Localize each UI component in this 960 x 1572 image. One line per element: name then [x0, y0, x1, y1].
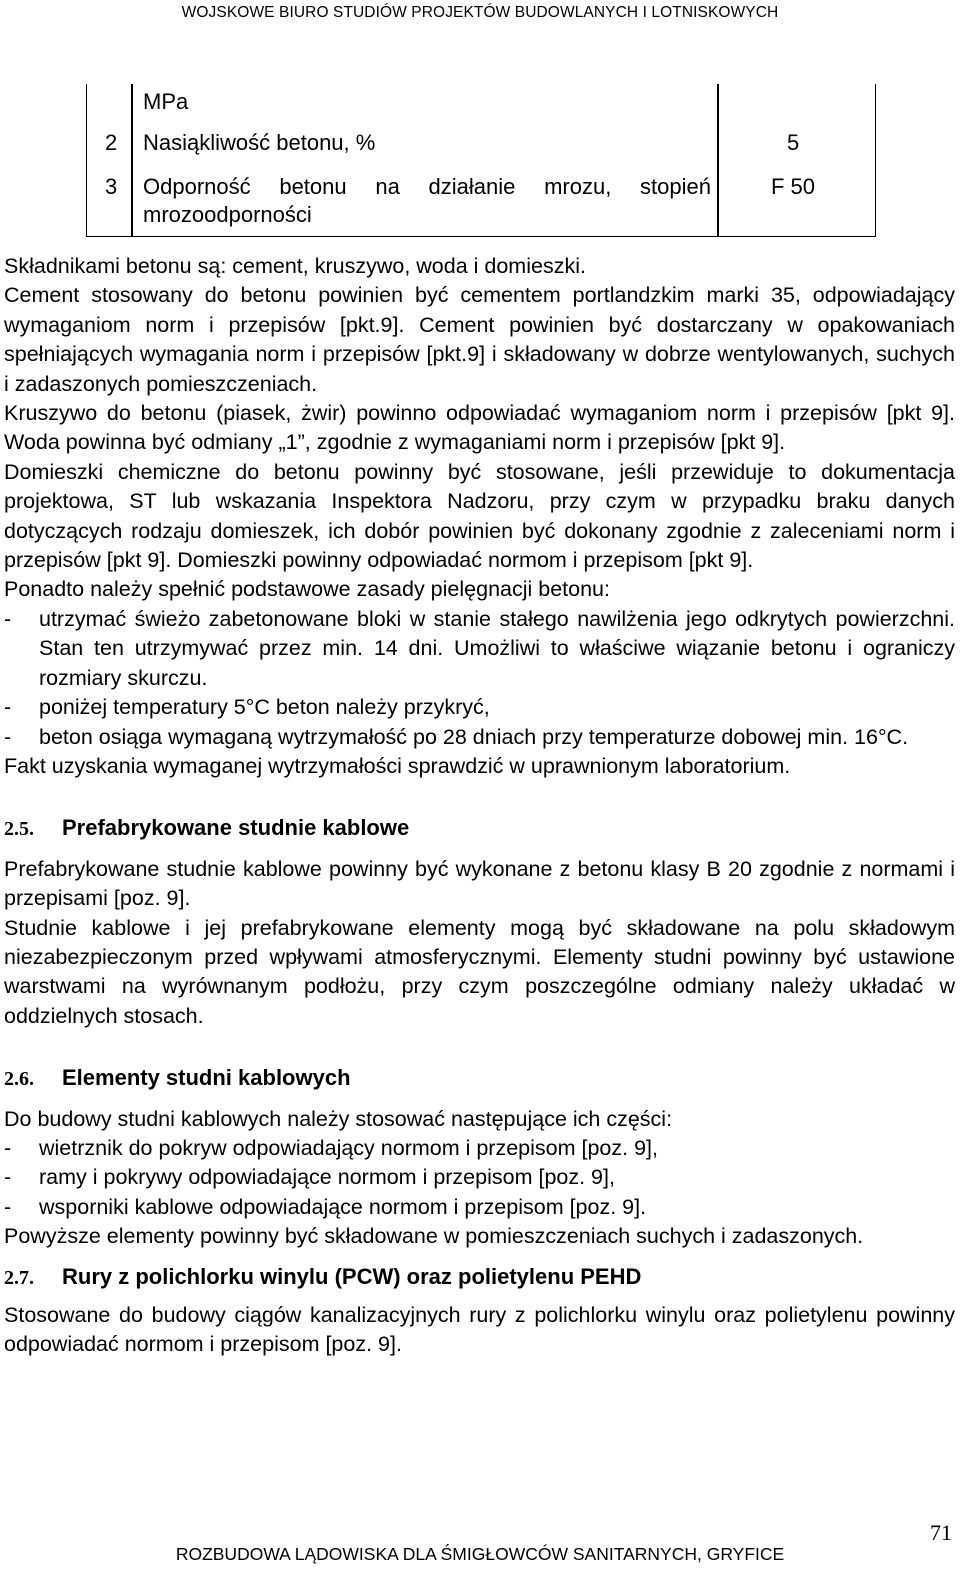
table-cell-property-cont: mrozoodporności — [143, 202, 312, 227]
section-heading: 2.7. Rury z polichlorku winylu (PCW) oraz polietylenu PEHD — [4, 1263, 642, 1289]
table-cell-number: 2 — [105, 130, 118, 155]
list-item: - wsporniki kablowe odpowiadające normom i przepisom [poz. 9]. — [4, 1194, 647, 1219]
list-item: - poniżej temperatury 5°C beton należy przykryć, — [4, 695, 490, 720]
page-header: WOJSKOWE BIURO STUDIÓW PROJEKTÓW BUDOWLANYCH I LOTNISKOWYCH — [181, 4, 779, 21]
paragraph: Domieszki chemiczne do betonu powinny być stosowane, jeśli przewiduje to dokumentacja projektowa, ST lub wskazania Inspektora Nadzoru, przy czym w przypadku braku danych dotyczących rodzaju domieszek, ich dobór powinien być dokonany zgodnie z zaleceniami norm i przepisów [pkt 9]. Domieszki powinny odpowiadać normom i przepisom [pkt 9]. — [4, 459, 955, 573]
list-item: - ramy i pokrywy odpowiadające normom i przepisom [poz. 9], — [4, 1165, 615, 1190]
paragraph: Do budowy studni kablowych należy stosować następujące ich części: — [4, 1106, 673, 1131]
section-heading: 2.6. Elementy studni kablowych — [4, 1065, 351, 1091]
table-cell-property: Nasiąkliwość betonu, % — [143, 130, 376, 155]
page-number: 71 — [930, 1520, 952, 1545]
paragraph: Stosowane do budowy ciągów kanalizacyjnych rury z polichlorku winylu oraz polietylenu powinny odpowiadać normom i przepisom [poz. 9]. — [4, 1303, 955, 1357]
paragraph: Prefabrykowane studnie kablowe powinny być wykonane z betonu klasy B 20 zgodnie z normami i przepisami [poz. 9]. — [4, 856, 955, 911]
table-cell-value: 5 — [787, 130, 800, 155]
table-cell-unit: MPa — [143, 89, 189, 114]
table-column-divider — [131, 84, 133, 236]
table-cell-value: F 50 — [771, 174, 816, 199]
paragraph: Składnikami betonu są: cement, kruszywo, woda i domieszki. — [4, 254, 586, 278]
document-body — [4, 252, 955, 1360]
paragraph: Cement stosowany do betonu powinien być cementem portlandzkim marki 35, odpowiadający wymaganiom norm i przepisów [pkt.9]. Cement powinien być dostarczany w opakowaniach spełniających wymagania norm i przepisów [pkt.9] i składowany w dobrze wentylowanych, suchych i zadaszonych pomieszczeniach. — [4, 283, 955, 396]
paragraph: Studnie kablowe i jej prefabrykowane elementy mogą być składowane na polu składowym niezabezpieczonym przed wpływami atmosferycznymi. Elementy studni powinny być ustawione warstwami na wyrównanym podłożu, przy czym poszczególne odmiany należy układać w oddzielnych stosach. — [4, 915, 955, 1028]
table-cell-number: 3 — [105, 174, 118, 199]
paragraph: Kruszywo do betonu (piasek, żwir) powinno odpowiadać wymaganiom norm i przepisów [pkt 9]. Woda powinna być odmiany „1”, zgodnie z wymaganiami norm i przepisów [pkt 9]. — [4, 401, 955, 455]
list-item: - wietrznik do pokryw odpowiadający normom i przepisom [poz. 9], — [4, 1135, 658, 1160]
page-footer: ROZBUDOWA LĄDOWISKA DLA ŚMIGŁOWCÓW SANITARNYCH, GRYFICE — [175, 1544, 785, 1564]
list-item: - beton osiąga wymaganą wytrzymałość po 28 dniach przy temperaturze dobowej min. 16°C. — [4, 724, 909, 749]
paragraph: Fakt uzyskania wymaganej wytrzymałości sprawdzić w uprawnionym laboratorium. — [4, 753, 791, 778]
table-column-divider — [717, 84, 719, 236]
section-heading: 2.5. Prefabrykowane studnie kablowe — [4, 815, 410, 841]
properties-table — [86, 84, 876, 237]
list-item: - utrzymać świeżo zabetonowane bloki w stanie stałego nawilżenia jego odkrytych powierzchni. Stan ten utrzymywać przez min. 14 dni. Umożliwi to właściwe wiązanie betonu i ograniczy rozmiary skurczu. — [4, 606, 955, 690]
paragraph: Ponadto należy spełnić podstawowe zasady pielęgnacji betonu: — [4, 577, 610, 602]
paragraph: Powyższe elementy powinny być składowane w pomieszczeniach suchych i zadaszonych. — [4, 1224, 864, 1249]
table-cell-property: Odporność betonu na działanie mrozu, stopień — [143, 174, 711, 199]
